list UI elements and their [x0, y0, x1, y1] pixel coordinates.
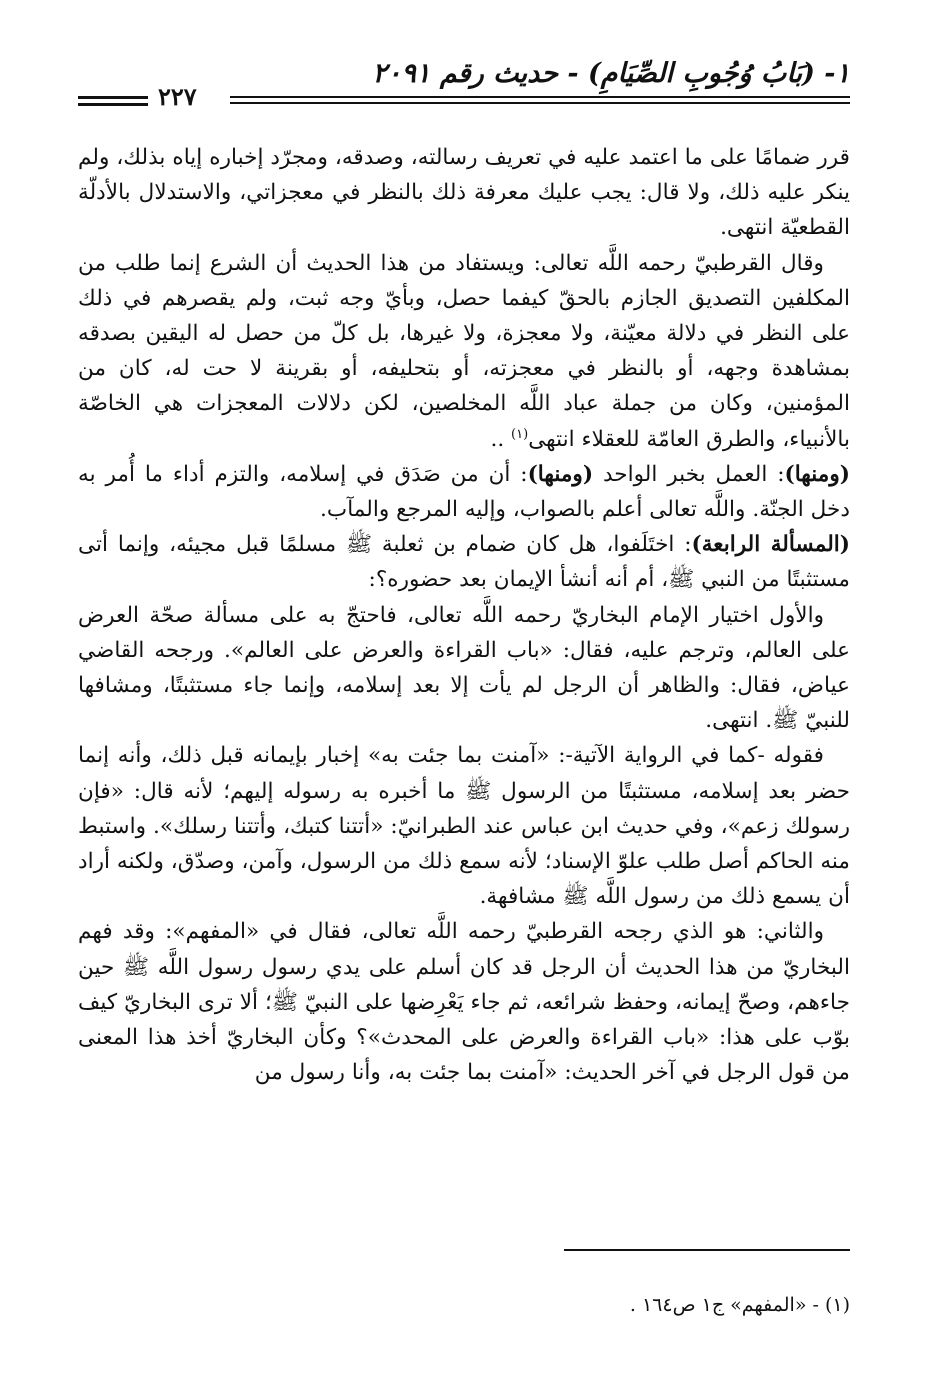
page-header: [78, 58, 850, 118]
paragraph-text: : اختَلَفوا، هل كان ضمام بن ثعلبة ﷺ مسلمًا قبل مجيئه، وإنما أتى مستثبتًا من النبي ﷺ، أم أنه أنشأ الإيمان بعد حضوره؟:: [78, 532, 850, 593]
paragraph-text: : العمل بخبر الواحد: [593, 461, 785, 487]
paragraph: [78, 140, 850, 246]
paragraph-text: ..: [490, 426, 512, 452]
paragraph: [78, 598, 850, 739]
paragraph-text: قرر ضمامًا على ما اعتمد عليه في تعريف رسالته، وصدقه، ومجرّد إخباره إياه بذلك، ولم ينكر عليه ذلك، ولا قال: يجب عليك معرفة ذلك بالنظر في معجزاتي، والاستدلال بالأدلّة القطعيّة انتهى.: [78, 145, 850, 241]
paragraph-text: : أن من صَدَق في إسلامه، والتزم أداء ما أُمر به دخل الجنّة. واللَّه تعالى أعلم بالصواب، وإليه المرجع والمآب.: [78, 461, 850, 523]
header-rule-right-top: [230, 96, 850, 98]
paragraph: [78, 738, 850, 914]
footnote-separator: [564, 1249, 850, 1251]
paragraph-text: والأول اختيار الإمام البخاريّ رحمه اللَّه تعالى، فاحتجّ به على مسألة صحّة العرض على العالم، وترجم عليه، فقال: «باب القراءة والعرض على العالم». ورجحه القاضي عياض، فقال: والظاهر أن الرجل لم يأت إلا بعد إسلامه، وإنما جاء مستثبتًا، ومشافها للنبيّ ﷺ. انتهى.: [78, 602, 850, 734]
header-rule-right-bottom: [230, 102, 850, 104]
bold-heading: (ومنها): [527, 461, 594, 487]
page-number: ٢٢٧: [158, 82, 197, 111]
paragraph: [78, 914, 850, 1090]
footnote: (١) - «المفهم» ج١ ص١٦٤ .: [629, 1294, 850, 1316]
paragraph: [78, 457, 850, 527]
bold-heading: (المسألة الرابعة): [691, 532, 850, 558]
paragraph-text: فقوله -كما في الرواية الآتية-: «آمنت بما جئت به» إخبار بإيمانه قبل ذلك، وأنه إنما حضر بعد إسلامه، مستثبتًا من الرسول ﷺ ما أخبره به رسوله إليهم؛ لأنه قال: «فإن رسولك زعم»، وفي حديث ابن عباس عند الطبرانيّ: «أتتنا كتبك، وأتتنا رسلك». واستبط منه الحاكم أصل طلب علوّ الإسناد؛ لأنه سمع ذلك من الرسول، وآمن، وصدّق، ولكنه أراد أن يسمع ذلك من رسول اللَّه ﷺ مشافهة.: [78, 743, 850, 910]
main-text: [78, 140, 850, 1090]
header-rule-left-bottom: [78, 103, 148, 106]
header-rule-left-top: [78, 96, 148, 99]
running-title: ١- (بَابُ وُجُوبِ الصِّيَامِ) - حديث رقم ٢٠٩١: [372, 58, 850, 89]
paragraph: [78, 246, 850, 457]
footnote-reference: (١): [511, 426, 529, 442]
bold-heading: (ومنها): [784, 461, 850, 487]
paragraph-text: وقال القرطبيّ رحمه اللَّه تعالى: ويستفاد من هذا الحديث أن الشرع إنما طلب من المكلفين التصديق الجازم بالحقّ كيفما حصل، وبأيّ وجه ثبت، ولم يقصرهم في ذلك على النظر في دلالة معيّنة، ولا معجزة، ولا غيرها، بل كلّ من حصل له اليقين بصدقه بمشاهدة وجهه، أو بالنظر في معجزته، أو بتحليفه، أو بقرينة لا حت له، كان من المؤمنين، وكان من جملة عباد اللَّه المخلصين، لكن دلالات المعجزات هي الخاصّة بالأنبياء، والطرق العامّة للعقلاء انتهى: [78, 250, 850, 452]
paragraph-text: والثاني: هو الذي رجحه القرطبيّ رحمه اللَّه تعالى، فقال في «المفهم»: وقد فهم البخاريّ من هذا الحديث أن الرجل قد كان أسلم على يدي رسول رسول اللَّه ﷺ حين جاءهم، وصحّ إيمانه، وحفظ شرائعه، ثم جاء يَعْرِضها على النبيّ ﷺ؛ ألا ترى البخاريّ كيف بوّب على هذا: «باب القراءة والعرض على المحدث»؟ وكأن البخاريّ أخذ هذا المعنى من قول الرجل في آخر الحديث: «آمنت بما جئت به، وأنا رسول من: [78, 919, 851, 1086]
paragraph: [78, 527, 850, 597]
